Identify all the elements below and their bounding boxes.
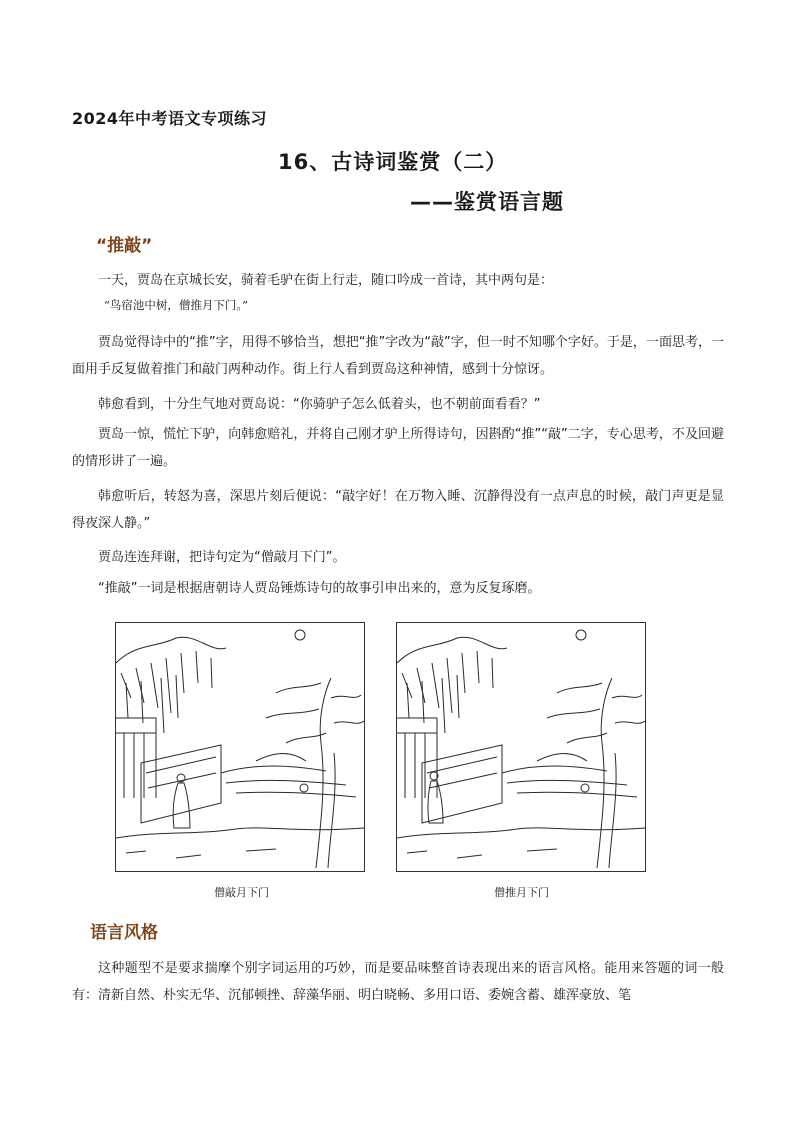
poem-quote: “鸟宿池中树，僧推月下门。”: [104, 298, 249, 312]
story-paragraph: 一天，贾岛在京城长安，骑着毛驴在街上行走，随口吟成一首诗，其中两句是：: [98, 273, 554, 288]
figure-caption: 僧敲月下门: [214, 886, 269, 899]
illustration-monk-knocking: [115, 622, 365, 872]
ink-illustration-icon: [397, 623, 645, 871]
ink-illustration-icon: [116, 623, 364, 871]
illustration-monk-pushing: [396, 622, 646, 872]
story-paragraph: 贾岛觉得诗中的“推”字，用得不够恰当，想把“推”字改为“敲”字，但一时不知哪个字好。于是，一面思考，一面用手反复做着推门和敲门两种动作。街上行人看到贾岛这种神情，感到十分惊讶。: [72, 335, 724, 377]
section-heading-tuiqiao: “推敲”: [96, 236, 153, 256]
lesson-title: 16、古诗词鉴赏（二）: [278, 150, 508, 174]
story-paragraph: 贾岛一惊，慌忙下驴，向韩愈赔礼，并将自己刚才驴上所得诗句，因斟酌“推”“敲”二字，专心思考，不及回避的情形讲了一遍。: [72, 427, 724, 469]
section-heading-language-style: 语言风格: [90, 923, 158, 943]
lesson-subtitle: ——鉴赏语言题: [410, 190, 564, 214]
story-paragraph: “推敲”一词是根据唐朝诗人贾岛锤炼诗句的故事引申出来的，意为反复琢磨。: [98, 581, 541, 596]
story-paragraph: 贾岛连连拜谢，把诗句定为“僧敲月下门”。: [98, 550, 346, 565]
story-paragraph: 韩愈看到，十分生气地对贾岛说：“你骑驴子怎么低着头，也不朝前面看看？”: [98, 397, 541, 412]
figure-caption: 僧推月下门: [494, 886, 549, 899]
style-paragraph: 这种题型不是要求揣摩个别字词运用的巧妙，而是要品味整首诗表现出来的语言风格。能用来答题的词一般有：清新自然、朴实无华、沉郁顿挫、辞藻华丽、明白晓畅、多用口语、委婉含蓄、雄浑豪放、笔: [72, 961, 724, 1003]
story-paragraph: 韩愈听后，转怒为喜，深思片刻后便说：“敲字好！在万物入睡、沉静得没有一点声息的时候，敲门声更是显得夜深人静。”: [72, 489, 724, 531]
series-kicker: 2024年中考语文专项练习: [72, 109, 268, 128]
